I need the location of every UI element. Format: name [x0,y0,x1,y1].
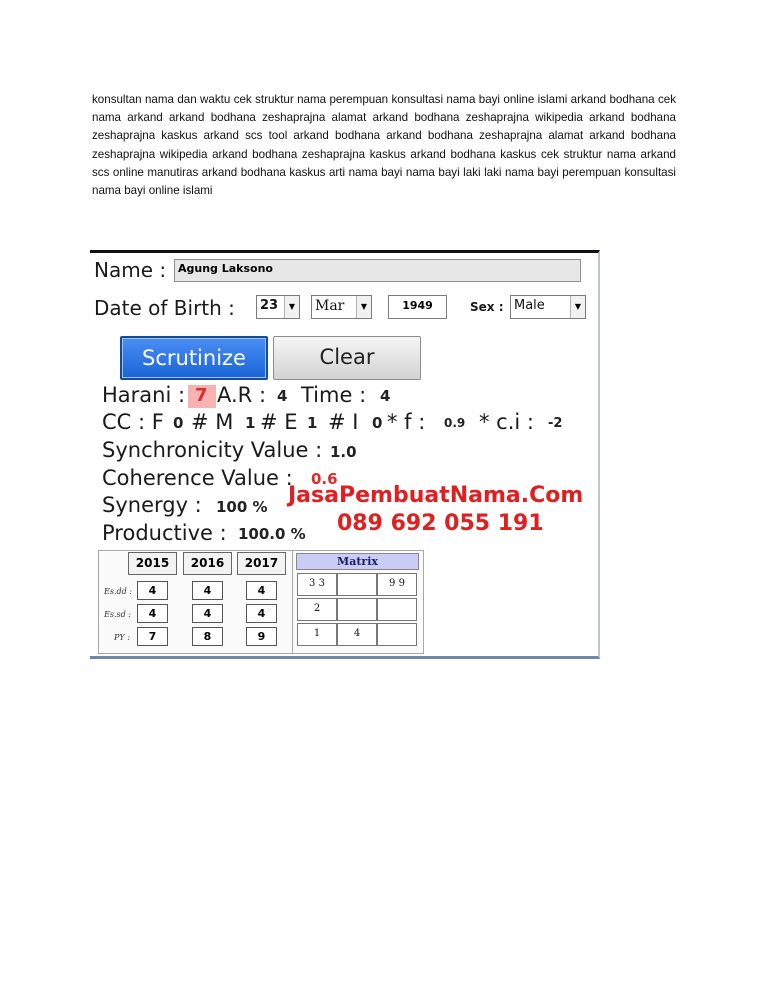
chevron-down-icon[interactable]: ▼ [284,296,299,318]
clear-button[interactable]: Clear [273,336,421,380]
watermark-site: JasaPembuatNama.Com [288,483,584,508]
table-cell: 4 [137,604,168,623]
synergy-label: Synergy : [102,493,202,517]
row-label-esdd: Es.dd : [104,587,132,596]
arkand-screenshot [90,250,600,659]
dob-label: Date of Birth : [94,296,235,320]
ar-value: 4 [277,387,288,405]
name-label: Name : [94,258,167,282]
matrix-title: Matrix [296,553,419,570]
sync-value: 1.0 [330,443,357,461]
chevron-down-icon[interactable]: ▼ [356,296,371,318]
matrix-cell: 9 9 [377,573,417,596]
cc-label: CC : F [102,410,164,434]
table-cell: 4 [137,581,168,600]
cc-m-label: # M [191,410,234,434]
harani-value: 7 [195,385,208,406]
ar-label: A.R : [217,383,267,407]
row-label-py: PY : [114,633,130,642]
month-select[interactable] [311,295,372,319]
synergy-value: 100 % [216,498,268,516]
year-header: 2015 [128,552,177,575]
matrix-cell [377,623,417,646]
table-cell: 4 [246,604,277,623]
cc-fs-value: 0.9 [444,416,466,430]
year-header: 2016 [183,552,232,575]
cc-e-label: # E [260,410,298,434]
table-cell: 4 [192,581,223,600]
coherence-label: Coherence Value : [102,466,293,490]
harani-label: Harani : [102,383,186,407]
day-select[interactable] [256,295,300,319]
cc-m-value: 1 [245,414,256,432]
table-cell: 7 [137,627,168,646]
table-cell: 4 [192,604,223,623]
year-header: 2017 [237,552,286,575]
watermark-phone: 089 692 055 191 [337,511,544,536]
sex-value: Male [514,298,545,313]
matrix-cell: 3 3 [297,573,337,596]
cc-i-label: # I [328,410,359,434]
matrix-cell: 4 [337,623,377,646]
body-paragraph: konsultan nama dan waktu cek struktur nama perempuan konsultasi nama bayi online islami arkand bodhana cek nama arkand arkand bodhana zeshaprajna alamat arkand bodhana zeshaprajna wikipedia arkand bodhana zeshaprajna kaskus arkand scs tool arkand bodhana arkand bodhana zeshaprajna alamat arkand bodhana zeshaprajna wikipedia arkand bodhana zeshaprajna kaskus arkand bodhana kaskus cek struktur nama arkand scs online manutiras arkand bodhana kaskus arti nama bayi nama bayi laki laki nama bayi perempuan konsultasi nama bayi online islami [92,93,676,198]
month-value: Mar [315,298,345,314]
matrix-cell [337,573,377,596]
table-cell: 4 [246,581,277,600]
cc-e-value: 1 [307,414,318,432]
chevron-down-icon[interactable]: ▼ [570,296,585,318]
cc-i-value: 0 [372,414,383,432]
sync-label: Synchronicity Value : [102,438,323,462]
table-cell: 8 [192,627,223,646]
cc-f-value: 0 [173,414,184,432]
sex-label: Sex : [470,300,504,314]
name-input[interactable]: Agung Laksono [174,259,581,282]
matrix-cell: 1 [297,623,337,646]
scrutinize-button[interactable]: Scrutinize [120,336,268,380]
time-label: Time : [301,383,367,407]
productive-value: 100.0 % [238,525,306,543]
matrix-cell: 2 [297,598,337,621]
productive-label: Productive : [102,521,227,545]
cc-ci-label: * c.i : [479,410,534,434]
matrix-cell [337,598,377,621]
cc-ci-value: -2 [548,416,563,431]
cc-fs-label: * f : [387,410,426,434]
coherence-value: 0.6 [311,470,338,488]
row-label-essd: Es.sd : [104,610,131,619]
day-value: 23 [260,298,279,313]
sex-select[interactable] [510,295,586,319]
matrix-cell [377,598,417,621]
table-cell: 9 [246,627,277,646]
year-input[interactable]: 1949 [388,295,447,319]
time-value: 4 [380,387,391,405]
